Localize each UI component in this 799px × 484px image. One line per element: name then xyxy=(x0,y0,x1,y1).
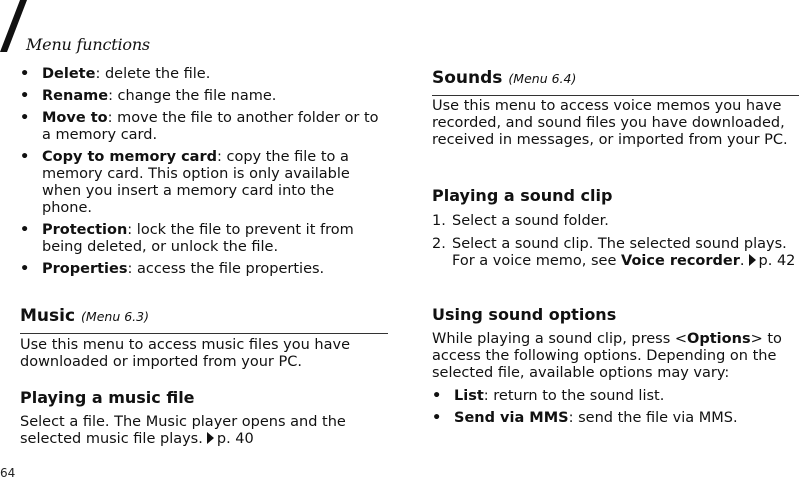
option-term: Copy to memory card xyxy=(42,149,217,165)
option-term: Send via MMS xyxy=(454,410,569,426)
softkey-term: Options xyxy=(687,331,751,347)
option-desc: : access the file properties. xyxy=(127,261,325,277)
option-term: Delete xyxy=(42,66,96,82)
body-text: While playing a sound clip, press < xyxy=(432,331,688,347)
body-text: Select a file. The Music player opens and the selected music file plays. xyxy=(20,414,346,447)
section-title: Sounds xyxy=(432,68,503,88)
sound-options-list xyxy=(432,388,799,432)
list-item xyxy=(432,388,799,405)
page-ref-arrow-icon xyxy=(749,254,756,266)
option-term: Voice recorder xyxy=(621,253,740,269)
subsection-title: Using sound options xyxy=(432,305,617,324)
option-term: List xyxy=(454,388,484,404)
step-number: 2. xyxy=(432,236,446,252)
file-options-list xyxy=(20,66,388,283)
list-item xyxy=(20,110,388,144)
music-section-heading xyxy=(20,306,388,334)
list-item xyxy=(20,88,388,105)
option-desc: : change the file name. xyxy=(108,88,277,104)
option-term: Properties xyxy=(42,261,128,277)
list-item xyxy=(20,66,388,83)
menu-reference: (Menu 6.4) xyxy=(508,71,577,86)
option-term: Protection xyxy=(42,222,128,238)
list-item xyxy=(432,410,799,427)
option-term: Move to xyxy=(42,110,108,126)
list-item xyxy=(20,222,388,256)
sounds-section-heading xyxy=(432,68,799,96)
sounds-intro: Use this menu to access voice memos you have recorded, and sound files you have downloaded, received in messages, or imported from your PC. xyxy=(432,98,788,148)
subsection-title: Playing a music file xyxy=(20,388,195,407)
list-item xyxy=(432,236,799,270)
page-ref-arrow-icon xyxy=(207,432,214,444)
music-play-text xyxy=(20,414,388,448)
section-title: Music xyxy=(20,306,76,326)
header-title: Menu functions xyxy=(26,35,150,54)
music-intro: Use this menu to access music files you have downloaded or imported from your PC. xyxy=(20,337,350,370)
option-desc: : return to the sound list. xyxy=(483,388,665,404)
menu-reference: (Menu 6.3) xyxy=(81,309,149,324)
option-desc: : send the file via MMS. xyxy=(568,410,738,426)
options-intro xyxy=(432,331,799,382)
body-text: > to access the following options. Depending on the selected file, available options may vary: xyxy=(432,331,782,381)
option-desc: : lock the file to prevent it from being deleted, or unlock the file. xyxy=(42,222,354,255)
option-desc: : copy the file to a memory card. This option is only available when you insert a memory card into the phone. xyxy=(42,149,350,216)
list-item xyxy=(432,213,799,230)
option-desc: : move the file to another folder or to a memory card. xyxy=(42,110,379,143)
playing-steps xyxy=(432,213,799,276)
step-text: Select a sound clip. The selected sound plays. For a voice memo, see xyxy=(452,236,787,269)
page-reference: p. 42 xyxy=(758,253,796,269)
page-reference: p. 40 xyxy=(216,431,254,447)
option-term: Rename xyxy=(42,88,109,104)
step-text: . xyxy=(739,253,745,269)
list-item xyxy=(20,149,388,217)
option-desc: : delete the file. xyxy=(95,66,211,82)
list-item xyxy=(20,261,388,278)
step-number: 1. xyxy=(432,213,446,229)
page-number: 64 xyxy=(0,466,16,480)
subsection-title: Playing a sound clip xyxy=(432,186,613,205)
step-text: Select a sound folder. xyxy=(452,213,609,229)
